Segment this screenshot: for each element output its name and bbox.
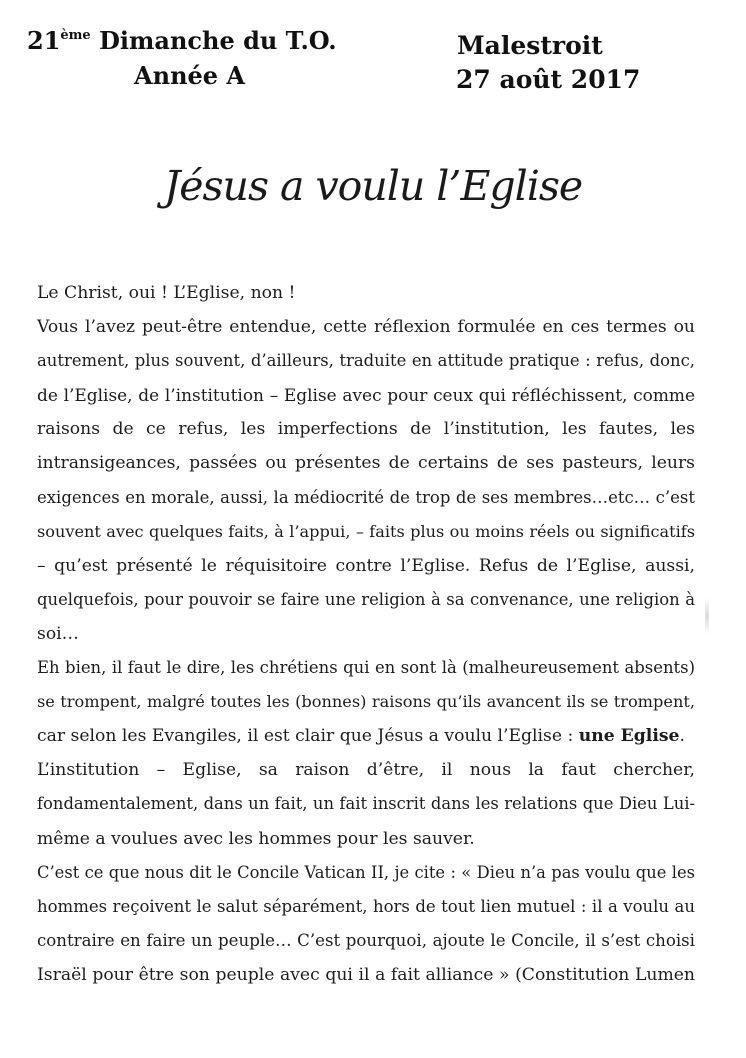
text-line: même a voulues avec les hommes pour les sauver. [37,828,475,849]
header-year: Année A [134,61,246,90]
text-line: soi… [37,623,79,644]
text-line: Israël pour être son peuple avec qui il a fait alliance » (Constitution Lumen [37,964,695,985]
header-sunday-text: Dimanche du T.O. [90,26,337,55]
text-line: Le Christ, oui ! L’Eglise, non ! [37,283,296,303]
text-segment: car selon les Evangiles, il est clair que Jésus a voulu l’Eglise : [37,726,579,747]
header-sunday-number: 21 [27,26,61,55]
text-line: C’est ce que nous dit le Concile Vatican II, je cite : « Dieu n’a pas voulu que les [37,862,695,882]
text-line: L’institution – Eglise, sa raison d’être, il nous la faut chercher, [37,760,695,781]
text-line: Vous l’avez peut-être entendue, cette réflexion formulée en ces termes ou [37,317,695,338]
header-place: Malestroit [457,31,603,60]
header-date: 27 août 2017 [456,65,641,94]
text-line: autrement, plus souvent, d’ailleurs, traduite en attitude pratique : refus, donc, [37,351,695,371]
page-title: Jésus a voulu l’Eglise [163,162,583,210]
text-line-emphasis [37,719,695,753]
text-line: hommes reçoivent le salut séparément, hors de tout lien mutuel : il a voulu au [37,896,695,916]
emphasis-text: une Eglise [578,726,680,747]
text-line: quelquefois, pour pouvoir se faire une religion à sa convenance, une religion à [37,589,695,609]
text-line: – qu’est présenté le réquisitoire contre l’Eglise. Refus de l’Eglise, aussi, [37,555,695,576]
header-sunday-suffix: ème [60,28,91,43]
text-line: de l’Eglise, de l’institution – Eglise avec pour ceux qui réfléchissent, comme [37,385,695,406]
scan-mark [705,598,709,634]
text-line: fondamentalement, dans un fait, un fait inscrit dans les relations que Dieu Lui- [37,794,695,814]
text-line: contraire en faire un peuple… C’est pourquoi, ajoute le Concile, il s’est choisi [37,930,695,950]
header-sunday [27,26,337,55]
text-line: souvent avec quelques faits, à l’appui, – faits plus ou moins réels ou significatifs [37,521,695,541]
text-line: exigences en morale, aussi, la médiocrité de trop de ses membres…etc… c’est [37,487,695,507]
text-line: raisons de ce refus, les imperfections de l’institution, les fautes, les [37,419,695,440]
body-text [37,276,695,992]
text-line: se trompent, malgré toutes les (bonnes) raisons qu’ils avancent ils se trompent, [37,692,695,712]
text-segment-end: . [679,726,685,747]
text-line: Eh bien, il faut le dire, les chrétiens qui en sont là (malheureusement absents) [37,658,695,678]
text-line: intransigeances, passées ou présentes de certains de ses pasteurs, leurs [37,453,695,474]
